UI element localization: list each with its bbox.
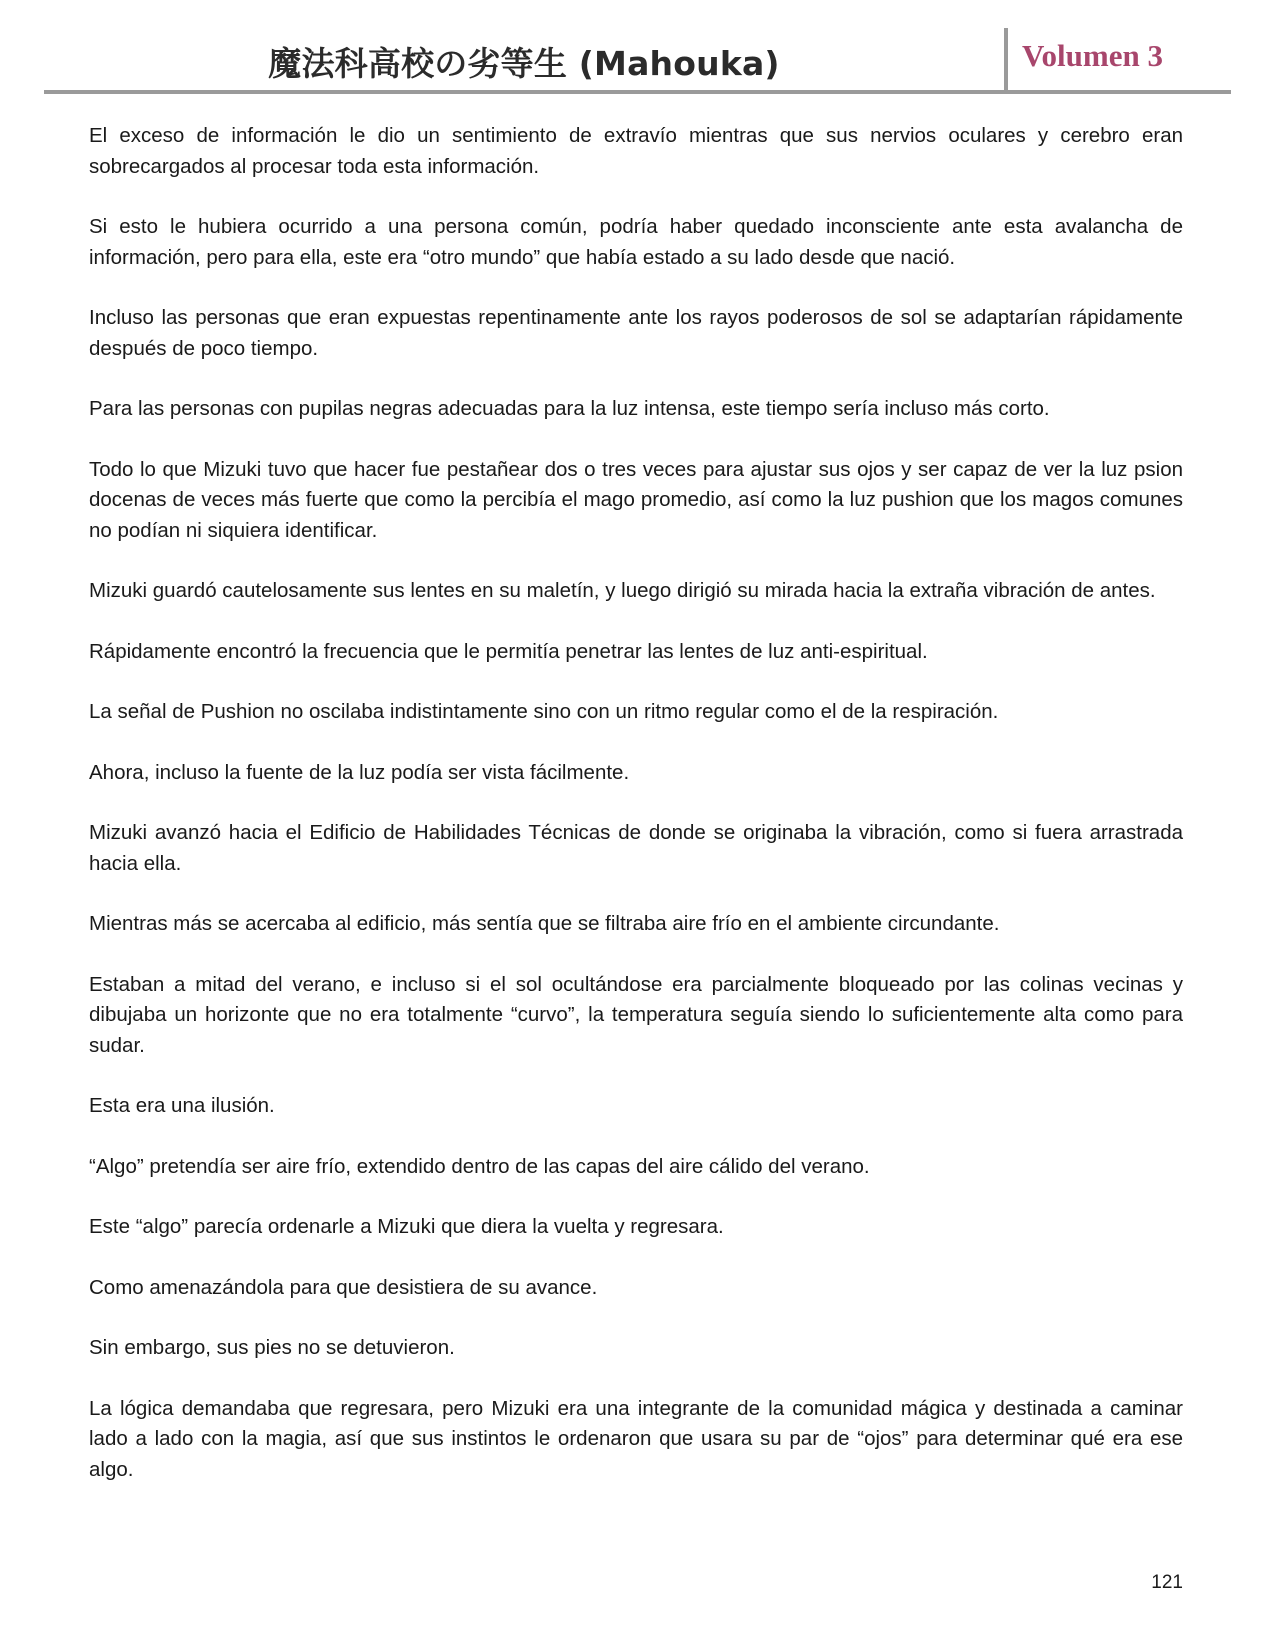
paragraph: Ahora, incluso la fuente de la luz podía ser vista fácilmente. — [89, 760, 630, 784]
paragraph: Incluso las personas que eran expuestas repentinamente ante los rayos poderosos de sol se adaptarían rápidamente después de poco tiempo. — [89, 306, 1183, 360]
paragraph: Para las personas con pupilas negras adecuadas para la luz intensa, este tiempo sería incluso más corto. — [89, 397, 1050, 420]
paragraph: “Algo” pretendía ser aire frío, extendido dentro de las capas del aire cálido del verano. — [89, 1154, 870, 1178]
paragraph: El exceso de información le dio un sentimiento de extravío mientras que sus nervios oculares y cerebro eran sobrecargados al procesar toda esta información. — [89, 124, 1183, 178]
page-body — [89, 121, 1183, 1515]
paragraph: Mizuki guardó cautelosamente sus lentes en su maletín, y luego dirigió su mirada hacia la extraña vibración de antes. — [89, 579, 1156, 602]
page-header — [44, 28, 1231, 94]
book-title: 魔法科高校の劣等生 (Mahouka) — [268, 44, 780, 83]
paragraph: Mizuki avanzó hacia el Edificio de Habilidades Técnicas de donde se originaba la vibración, como si fuera arrastrada hacia ella. — [89, 821, 1183, 875]
paragraph: Sin embargo, sus pies no se detuvieron. — [89, 1336, 455, 1359]
paragraph: Rápidamente encontró la frecuencia que le permitía penetrar las lentes de luz anti-espiritual. — [89, 639, 928, 663]
header-vertical-divider — [1004, 28, 1008, 92]
header-rule — [44, 90, 1231, 94]
page-number: 121 — [1151, 1572, 1183, 1593]
paragraph: La señal de Pushion no oscilaba indistintamente sino con un ritmo regular como el de la respiración. — [89, 700, 999, 723]
paragraph: Si esto le hubiera ocurrido a una persona común, podría haber quedado inconsciente ante esta avalancha de información, pero para ella, este era “otro mundo” que había estado a su lado desde que nació. — [89, 215, 1183, 269]
paragraph: Este “algo” parecía ordenarle a Mizuki que diera la vuelta y regresara. — [89, 1215, 724, 1238]
paragraph: Esta era una ilusión. — [89, 1094, 275, 1117]
paragraph: Como amenazándola para que desistiera de su avance. — [89, 1275, 598, 1299]
volume-label: Volumen 3 — [1022, 38, 1163, 73]
paragraph: Todo lo que Mizuki tuvo que hacer fue pestañear dos o tres veces para ajustar sus ojos y ser capaz de ver la luz psion docenas de veces más fuerte que como la percibía el mago promedio, así como la luz pushion que los magos comunes no podían ni siquiera identificar. — [89, 457, 1183, 542]
paragraph: Mientras más se acercaba al edificio, más sentía que se filtraba aire frío en el ambiente circundante. — [89, 912, 1000, 935]
paragraph: Estaban a mitad del verano, e incluso si el sol ocultándose era parcialmente bloqueado por las colinas vecinas y dibujaba un horizonte que no era totalmente “curvo”, la temperatura seguía siendo lo suficientemente alta como para sudar. — [89, 972, 1183, 1057]
paragraph: La lógica demandaba que regresara, pero Mizuki era una integrante de la comunidad mágica y destinada a caminar lado a lado con la magia, así que sus instintos le ordenaron que usara su par de “ojos” para determinar qué era ese algo. — [89, 1396, 1183, 1481]
